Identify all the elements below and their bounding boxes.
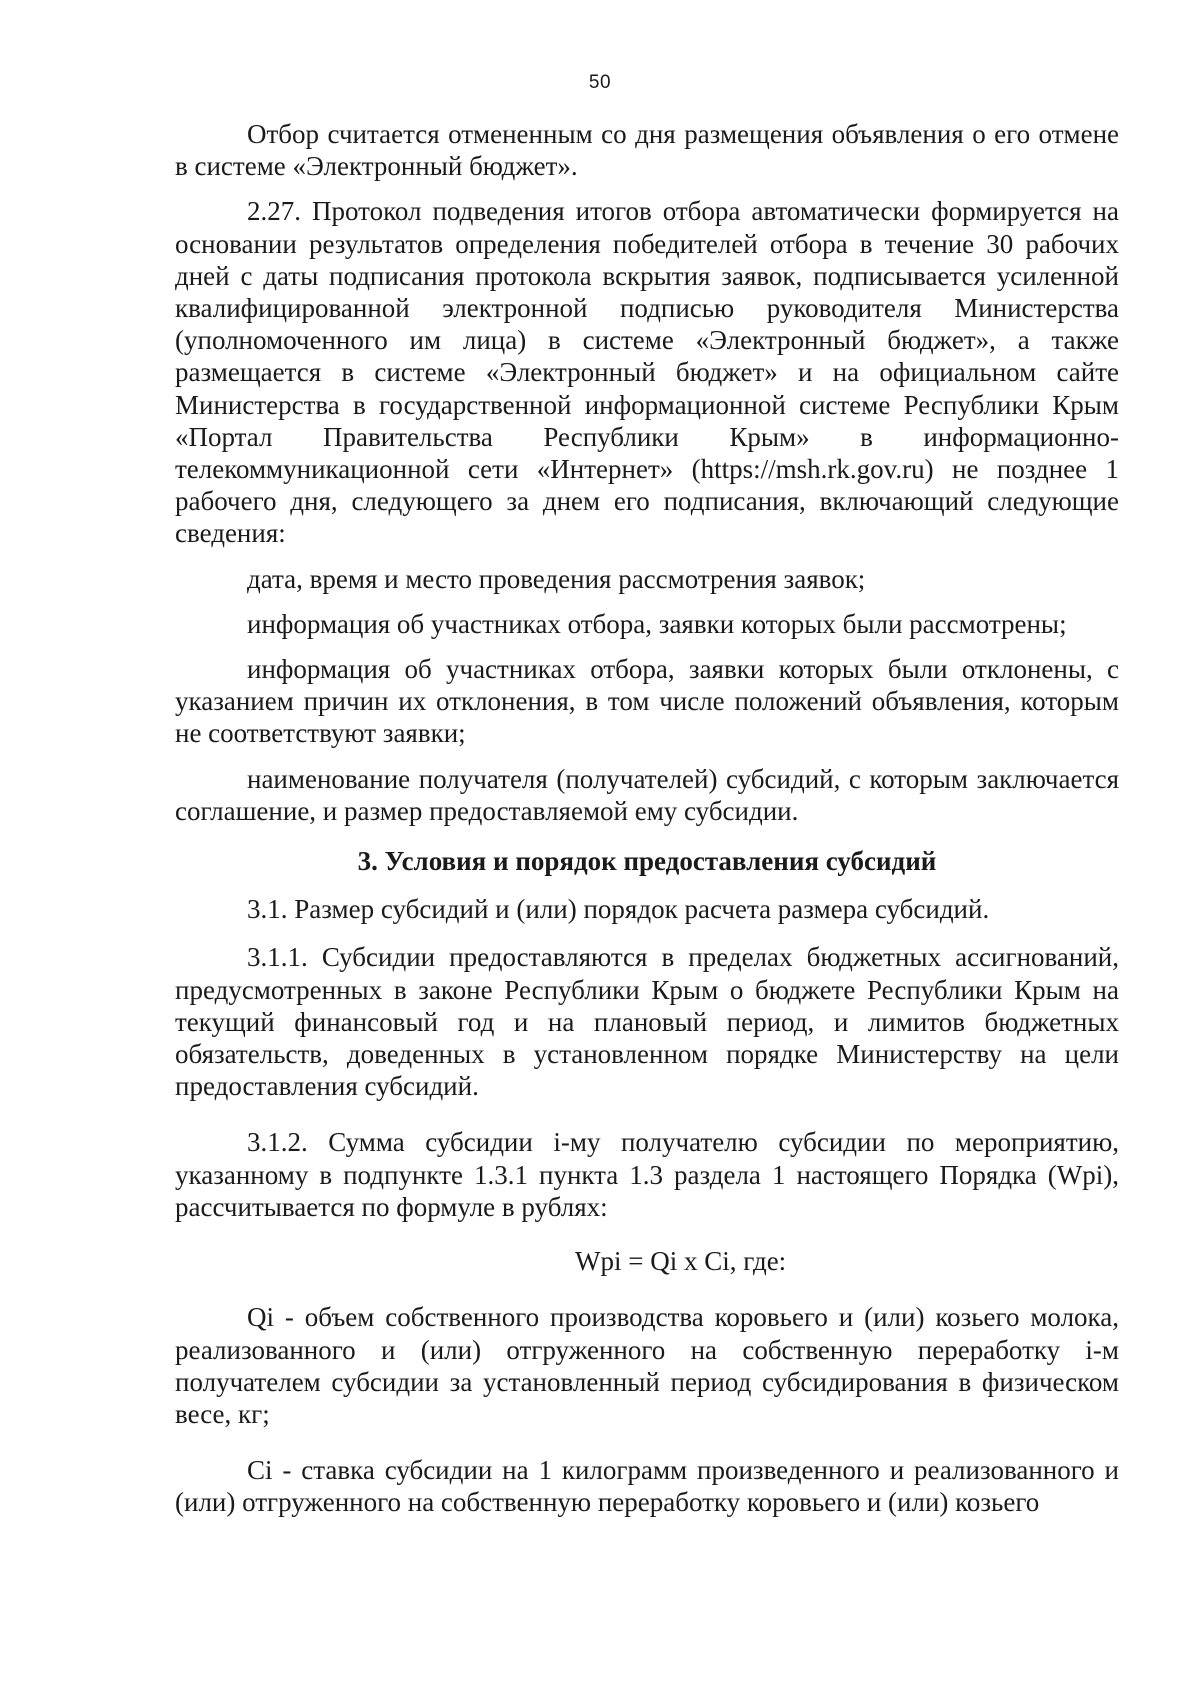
page-number: 50 (588, 72, 612, 93)
definition: Ci - ставка субсидии на 1 килограмм произведенного и реализованного и (или) отгруженного на собственную переработку коровьего и (или) козьего (175, 1455, 1119, 1518)
section-heading: 3. Условия и порядок предоставления субсидий (357, 846, 937, 877)
paragraph: дата, время и место проведения рассмотрения заявок; (247, 563, 866, 594)
paragraph: информация об участниках отбора, заявки которых были отклонены, с указанием причин их отклонения, в том числе положений объявления, которым не соответствуют заявки; (175, 654, 1119, 749)
paragraph: Отбор считается отмененным со дня размещения объявления о его отмене в системе «Электронный бюджет». (175, 119, 1119, 182)
paragraph: информация об участниках отбора, заявки которых были рассмотрены; (247, 608, 1067, 639)
paragraph: 3.1. Размер субсидий и (или) порядок расчета размера субсидий. (247, 894, 990, 925)
formula: Wpi = Qi x Ci, где: (575, 1246, 787, 1277)
paragraph: наименование получателя (получателей) субсидий, с которым заключается соглашение, и размер предоставляемой ему субсидии. (175, 763, 1119, 826)
paragraph: 2.27. Протокол подведения итогов отбора автоматически формируется на основании результатов определения победителей отбора в течение 30 рабочих дней с даты подписания протокола вскрытия заявок, подписывается усиленной квалифицированной электронной подписью руководителя Министерства (уполномоченного им лица) в системе «Электронный бюджет», а также размещается в системе «Электронный бюджет» и на официальном сайте Министерства в государственной информационной системе Республики Крым «Портал Правительства Республики Крым» в информационно-телекоммуникационной сети «Интернет» (https://msh.rk.gov.ru) не позднее 1 рабочего дня, следующего за днем его подписания, включающий следующие сведения: (175, 196, 1119, 549)
document-body (175, 118, 1119, 1519)
definition: Qi - объем собственного производства коровьего и (или) козьего молока, реализованного и (или) отгруженного на собственную переработку i-м получателем субсидии за установленный период субсидирования в физическом весе, кг; (175, 1302, 1119, 1429)
paragraph: 3.1.1. Субсидии предоставляются в пределах бюджетных ассигнований, предусмотренных в законе Республики Крым о бюджете Республики Крым на текущий финансовый год и на плановый период, и лимитов бюджетных обязательств, доведенных в установленном порядке Министерству на цели предоставления субсидий. (175, 942, 1119, 1102)
paragraph: 3.1.2. Сумма субсидии i-му получателю субсидии по мероприятию, указанному в подпункте 1.3.1 пункта 1.3 раздела 1 настоящего Порядка (Wpi), рассчитывается по формуле в рублях: (175, 1127, 1119, 1222)
